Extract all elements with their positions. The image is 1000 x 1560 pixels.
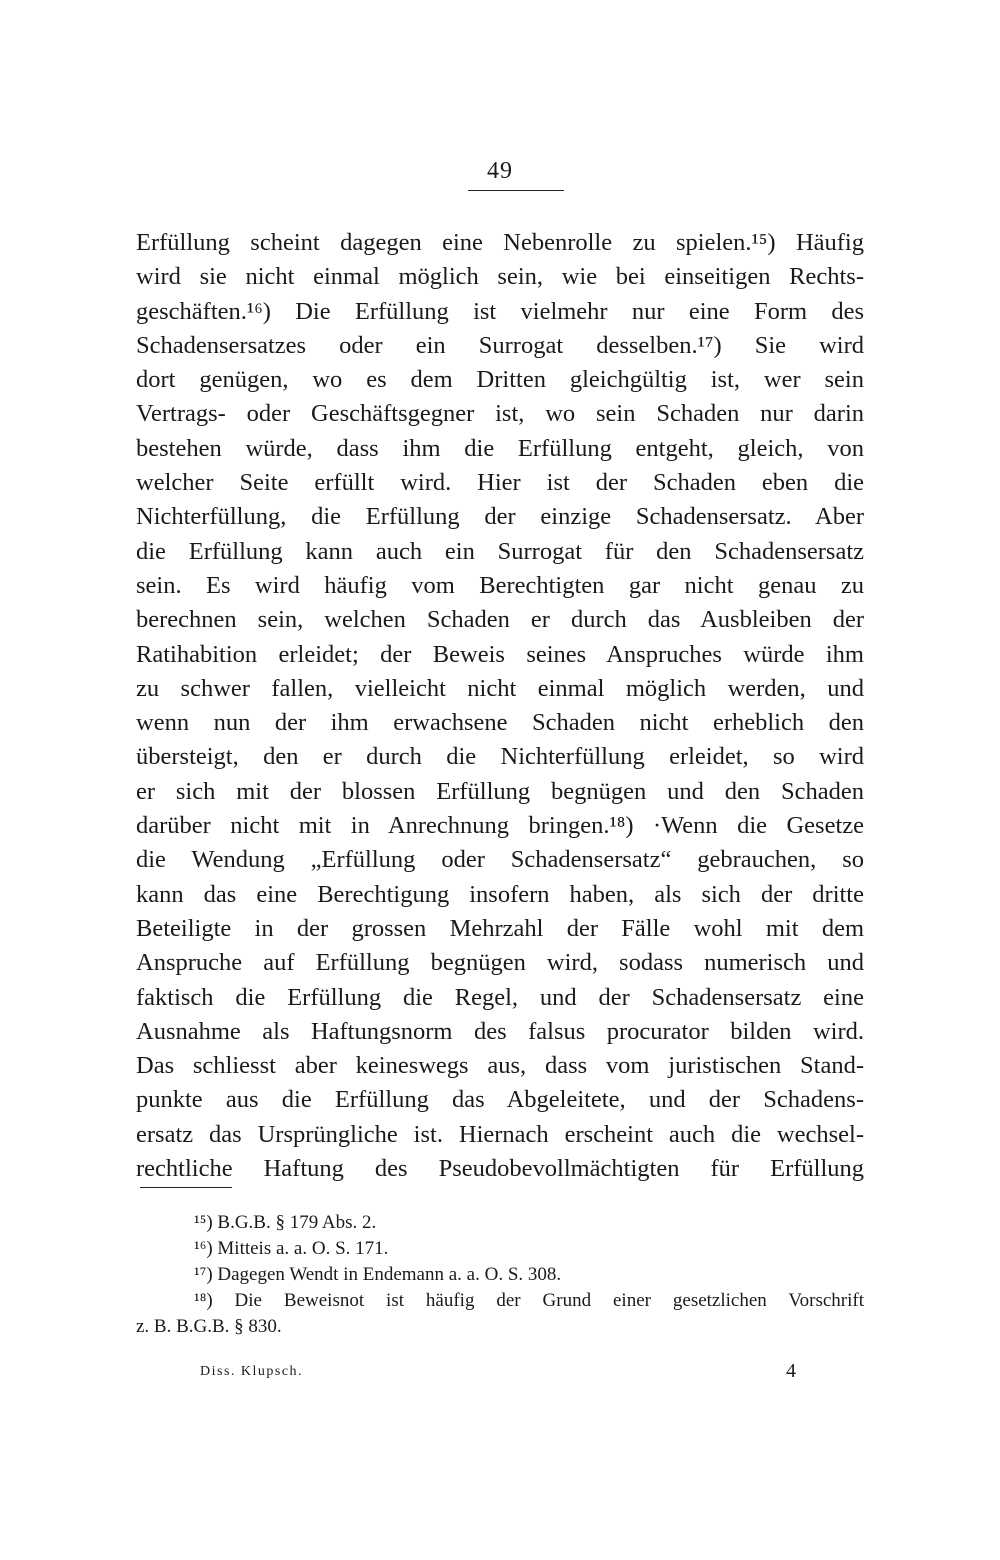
body-line: Erfüllung scheint dagegen eine Nebenrolle zu spielen.¹⁵) Häufig — [136, 229, 864, 256]
body-line: die Erfüllung kann auch ein Surrogat für den Schadensersatz — [136, 537, 864, 565]
footnote: ¹⁵) B.G.B. § 179 Abs. 2. — [194, 1212, 377, 1233]
header-rule — [468, 190, 564, 191]
body-line: wird sie nicht einmal möglich sein, wie bei einseitigen Rechts- — [136, 263, 864, 291]
footnote-continuation: z. B. B.G.B. § 830. — [136, 1316, 282, 1337]
body-line: Schadensersatzes oder ein Surrogat desselben.¹⁷) Sie wird — [136, 331, 864, 359]
signature-mark: Diss. Klupsch. — [200, 1364, 304, 1379]
body-line: kann das eine Berechtigung insofern haben, als sich der dritte — [136, 880, 864, 908]
body-line: rechtliche Haftung des Pseudobevollmächtigten für Erfüllung — [136, 1155, 864, 1183]
body-line: zu schwer fallen, vielleicht nicht einmal möglich werden, und — [136, 674, 864, 702]
body-line: Anspruche auf Erfüllung begnügen wird, sodass numerisch und — [136, 949, 864, 977]
page-number: 49 — [487, 158, 513, 184]
body-line: welcher Seite erfüllt wird. Hier ist der Schaden eben die — [136, 469, 864, 497]
body-line: Nichterfüllung, die Erfüllung der einzige Schadensersatz. Aber — [136, 503, 864, 531]
body-line: faktisch die Erfüllung die Regel, und der Schadensersatz eine — [136, 983, 864, 1011]
body-line: Das schliesst aber keineswegs aus, dass vom juristischen Stand- — [136, 1052, 864, 1080]
body-line: Ratihabition erleidet; der Beweis seines Anspruches würde ihm — [136, 640, 864, 668]
footnote-rule — [140, 1187, 232, 1188]
body-line: bestehen würde, dass ihm die Erfüllung entgeht, gleich, von — [136, 434, 864, 462]
body-line: Ausnahme als Haftungsnorm des falsus procurator bilden wird. — [136, 1017, 864, 1045]
footnote: ¹⁶) Mitteis a. a. O. S. 171. — [194, 1238, 389, 1259]
body-line: ersatz das Ursprüngliche ist. Hiernach erscheint auch die wechsel- — [136, 1120, 864, 1148]
body-line: geschäften.¹⁶) Die Erfüllung ist vielmehr nur eine Form des — [136, 297, 864, 325]
sheet-number: 4 — [786, 1360, 796, 1382]
body-line: sein. Es wird häufig vom Berechtigten gar nicht genau zu — [136, 571, 864, 599]
body-line: Beteiligte in der grossen Mehrzahl der Fälle wohl mit dem — [136, 914, 864, 942]
footnote: ¹⁷) Dagegen Wendt in Endemann a. a. O. S. 308. — [194, 1264, 562, 1285]
body-line: berechnen sein, welchen Schaden er durch das Ausbleiben der — [136, 606, 864, 634]
body-line: er sich mit der blossen Erfüllung begnügen und den Schaden — [136, 777, 864, 805]
body-line: wenn nun der ihm erwachsene Schaden nicht erheblich den — [136, 709, 864, 737]
body-line: punkte aus die Erfüllung das Abgeleitete, und der Schadens- — [136, 1086, 864, 1114]
footnote: ¹⁸) Die Beweisnot ist häufig der Grund einer gesetzlichen Vorschrift — [194, 1290, 864, 1311]
body-line: Vertrags- oder Geschäftsgegner ist, wo sein Schaden nur darin — [136, 400, 864, 428]
body-line: übersteigt, den er durch die Nichterfüllung erleidet, so wird — [136, 743, 864, 771]
body-line: darüber nicht mit in Anrechnung bringen.¹⁸) ·Wenn die Gesetze — [136, 812, 864, 840]
body-line: die Wendung „Erfüllung oder Schadensersatz“ gebrauchen, so — [136, 846, 864, 874]
body-text — [136, 226, 864, 1186]
body-line: dort genügen, wo es dem Dritten gleichgültig ist, wer sein — [136, 366, 864, 394]
footnotes — [136, 1210, 864, 1340]
